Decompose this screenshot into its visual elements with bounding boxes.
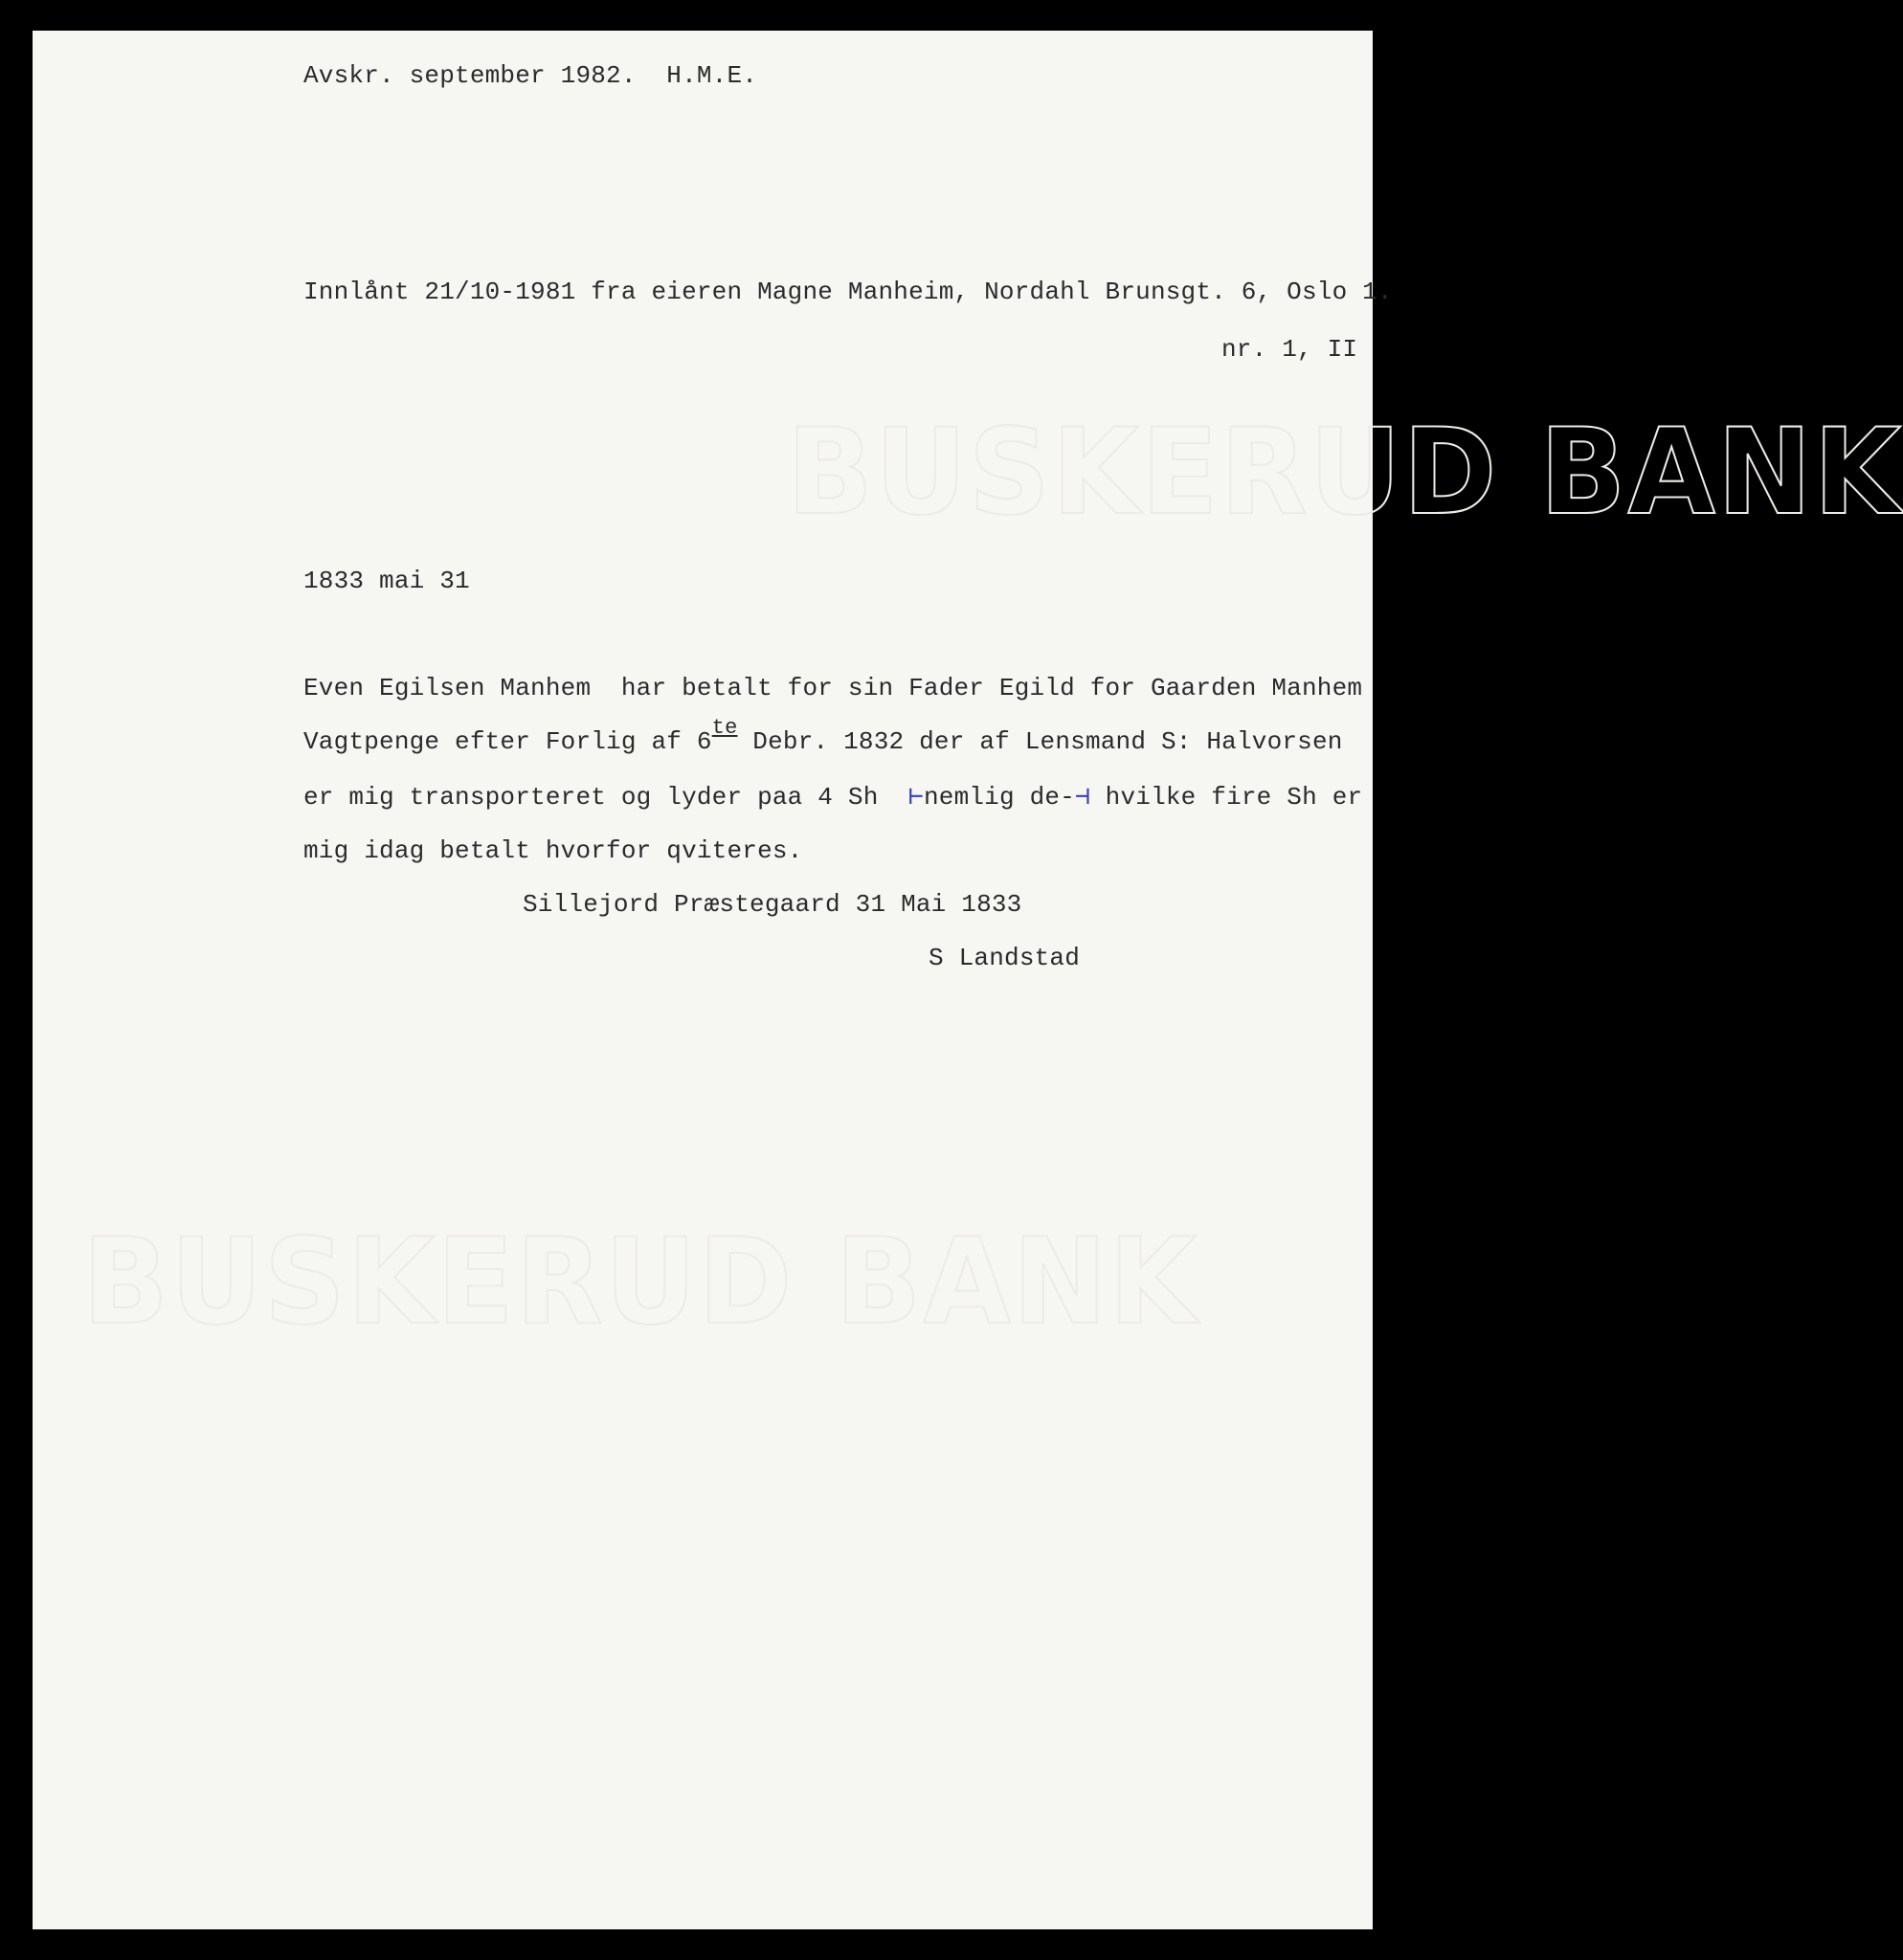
body-line-3-end: hvilke fire Sh er (1089, 783, 1363, 812)
transcription-note: Avskr. september 1982. H.M.E. (303, 61, 758, 90)
loan-note: Innlånt 21/10-1981 fra eieren Magne Manheim, Nordahl Brunsgt. 6, Oslo 1. (303, 278, 1393, 306)
body-line-4: mig idag betalt hvorfor qviteres. (303, 836, 803, 865)
date-heading: 1833 mai 31 (303, 567, 470, 595)
place-date: Sillejord Præstegaard 31 Mai 1833 (523, 890, 1022, 919)
body-line-3-start: er mig transporteret og lyder paa 4 Sh (303, 783, 909, 812)
watermark-upper: BUSKERUD BANK (787, 402, 1903, 542)
watermark-lower: BUSKERUD BANK (82, 1212, 1198, 1351)
insertion-mark-close: ⊣ (1075, 783, 1090, 812)
reference-number: nr. 1, II (1221, 335, 1358, 364)
body-line-3-inserted: nemlig de- (923, 783, 1075, 812)
body-line-2-end: Debr. 1832 der af Lensmand S: Halvorsen (737, 727, 1343, 756)
document-page (33, 31, 1903, 1929)
body-line-1: Even Egilsen Manhem har betalt for sin Fader Egild for Gaarden Manhem (303, 674, 1363, 702)
body-line-2-start: Vagtpenge efter Forlig af 6 (303, 727, 712, 756)
body-line-2 (303, 716, 1343, 758)
insertion-mark-open: ⊢ (908, 783, 924, 812)
body-line-3 (303, 783, 1362, 812)
signature: S Landstad (929, 944, 1081, 972)
ordinal-superscript: te (711, 716, 738, 740)
